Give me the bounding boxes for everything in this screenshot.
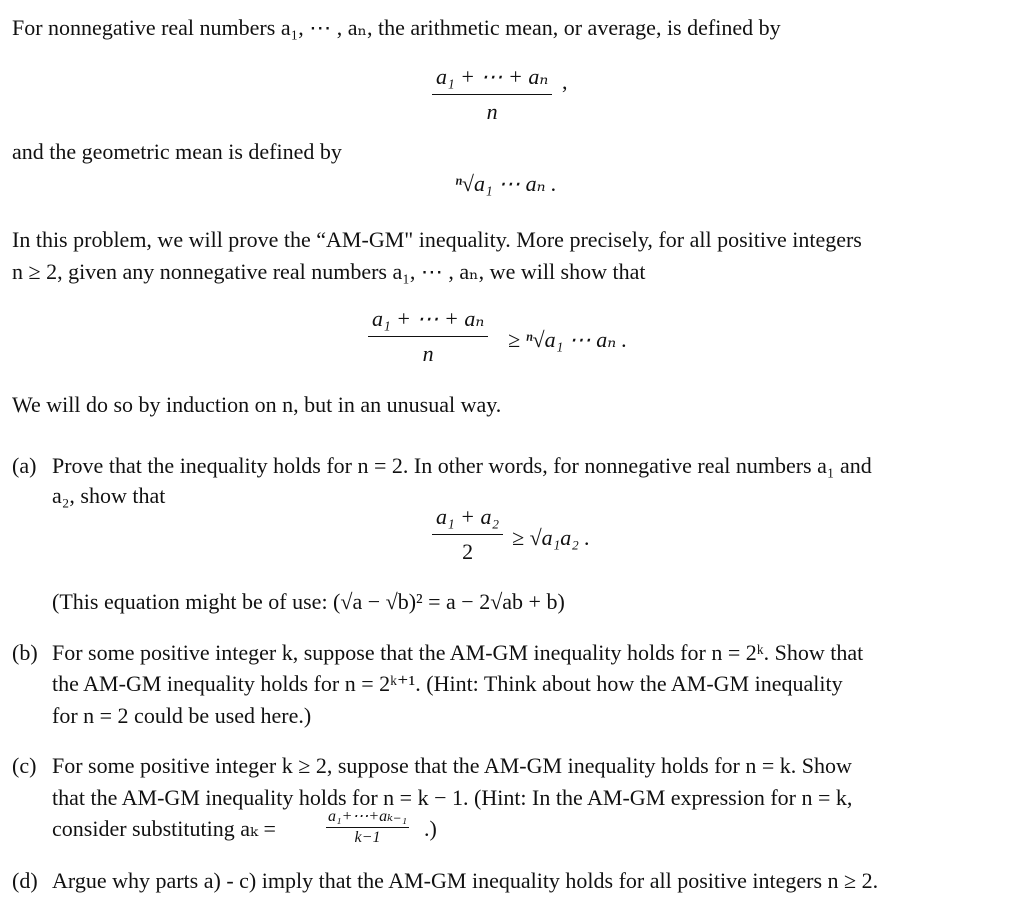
am-fraction: [432, 64, 552, 125]
inequality-numerator: a₁ + ⋯ + aₙ: [368, 306, 488, 337]
intro-line-3: In this problem, we will prove the “AM-GM" inequality. More precisely, for all positive integers: [12, 227, 862, 252]
part-a-numerator: a₁ + a₂: [432, 504, 503, 535]
part-a-label: (a): [12, 453, 37, 478]
part-b-line-3: for n = 2 could be used here.): [52, 703, 312, 728]
part-c-line-3: consider substituting aₖ =: [52, 816, 276, 841]
part-c-fraction: [326, 808, 409, 847]
intro-line-5: We will do so by induction on n, but in an unusual way.: [12, 392, 502, 417]
am-comma: ,: [562, 69, 568, 94]
intro-line-2: and the geometric mean is defined by: [12, 139, 342, 164]
part-a-line-2: a₂, show that: [52, 483, 166, 508]
part-c-denominator: k−1: [354, 829, 381, 846]
gm-formula: ⁿ√a₁ ⋯ aₙ .: [455, 171, 557, 196]
part-a-line-1: Prove that the inequality holds for n = 2. In other words, for nonnegative real numbers a₁ and: [52, 453, 872, 478]
part-c-line-1: For some positive integer k ≥ 2, suppose that the AM-GM inequality holds for n = k. Show: [52, 753, 852, 778]
part-c-tail: .): [424, 816, 437, 841]
part-b-line-1: For some positive integer k, suppose that the AM-GM inequality holds for n = 2ᵏ. Show that: [52, 640, 864, 665]
part-b-label: (b): [12, 640, 38, 665]
am-numerator: a₁ + ⋯ + aₙ: [432, 64, 552, 95]
part-a-rhs: ≥ √a₁a₂ .: [512, 525, 590, 550]
part-a-denominator: 2: [462, 539, 474, 564]
part-b-line-2: the AM-GM inequality holds for n = 2ᵏ⁺¹. (Hint: Think about how the AM-GM inequality: [52, 671, 843, 696]
part-a-fraction: [432, 504, 503, 565]
inequality-fraction: [368, 306, 488, 367]
part-a-hint: (This equation might be of use: (√a − √b)² = a − 2√ab + b): [52, 589, 565, 614]
inequality-rhs: ≥ ⁿ√a₁ ⋯ aₙ .: [508, 327, 628, 352]
intro-line-4: n ≥ 2, given any nonnegative real numbers a₁, ⋯ , aₙ, we will show that: [12, 259, 646, 284]
part-c-line-2: that the AM-GM inequality holds for n = k − 1. (Hint: In the AM-GM expression for n = k,: [52, 785, 853, 810]
am-denominator: n: [486, 99, 498, 124]
intro-line-1: For nonnegative real numbers a₁, ⋯ , aₙ, the arithmetic mean, or average, is defined by: [12, 15, 781, 40]
inequality-denominator: n: [422, 341, 434, 366]
part-d-line-1: Argue why parts a) - c) imply that the AM-GM inequality holds for all positive integers n ≥ 2.: [52, 868, 879, 893]
part-d-label: (d): [12, 868, 38, 893]
part-c-numerator: a₁+⋯+aₖ₋₁: [326, 808, 409, 828]
part-c-label: (c): [12, 753, 37, 778]
